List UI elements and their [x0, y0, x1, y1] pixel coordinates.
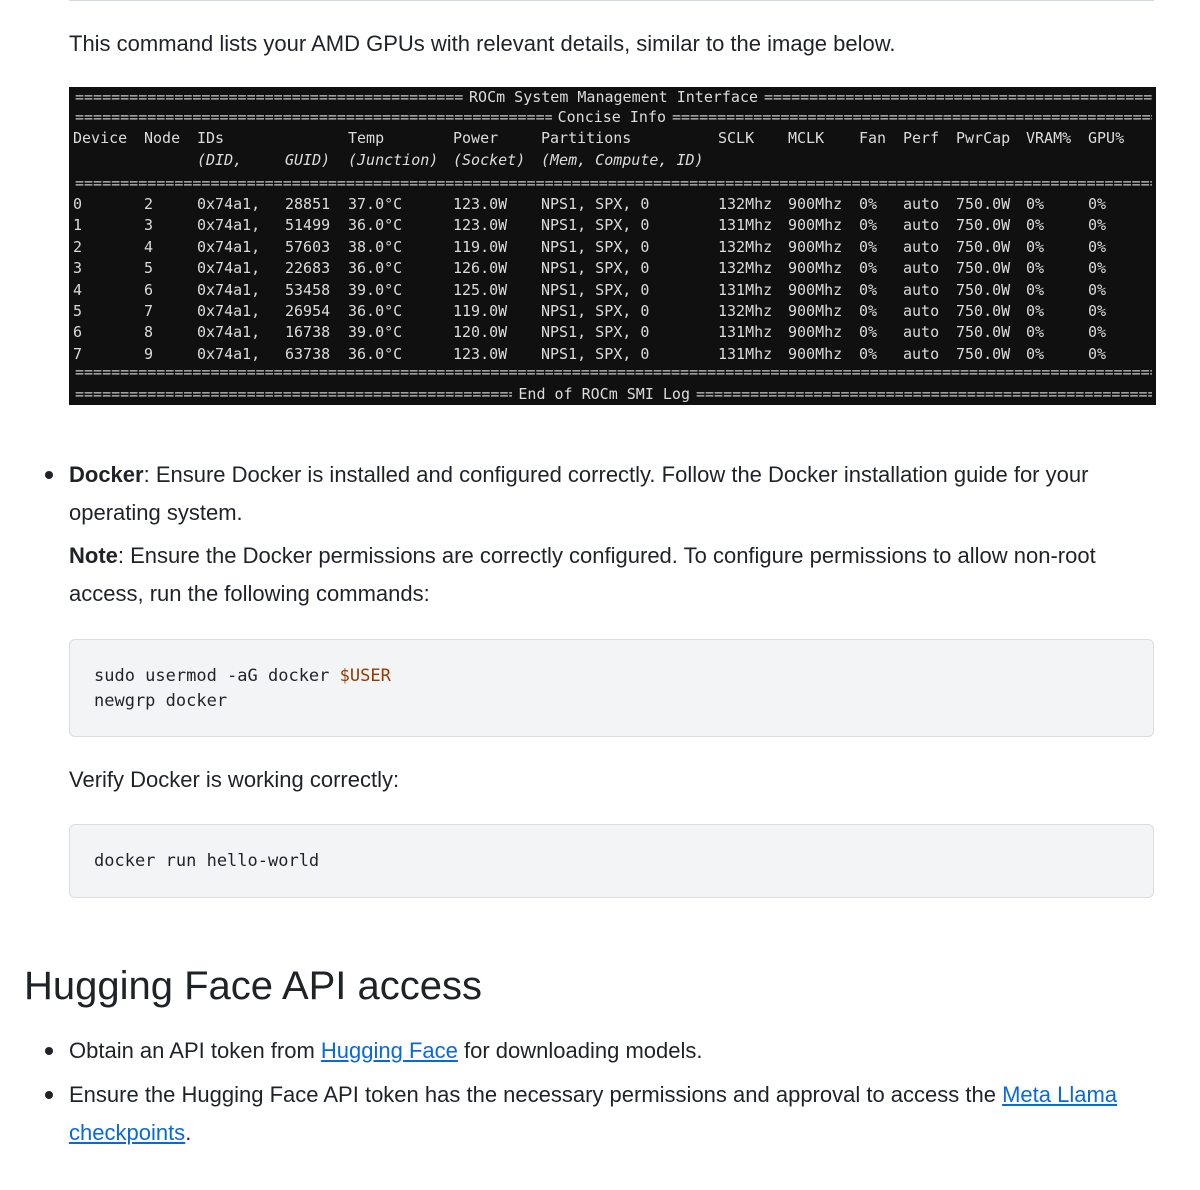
header-ids: IDs: [197, 129, 225, 147]
subheader-guid: GUID): [285, 151, 331, 169]
terminal-subheader-row: [69, 150, 1156, 171]
note-paragraph: [69, 537, 1149, 613]
docker-list: [0, 456, 1200, 532]
cell-vram: 0%: [1026, 195, 1045, 213]
cell-did: 0x74a1,: [197, 216, 261, 235]
cell-partitions: NPS1, SPX, 0: [541, 280, 650, 299]
cell-sclk: 132Mhz: [718, 195, 773, 213]
cell-device: 2: [73, 237, 83, 256]
cell-fan: 0%: [859, 216, 878, 235]
cell-fan: 0%: [859, 302, 878, 320]
header-fan: Fan: [859, 129, 887, 147]
bullet-icon: [45, 1047, 53, 1055]
docker-label: Docker: [69, 462, 144, 487]
cell-node: 9: [144, 344, 154, 363]
cell-partitions: NPS1, SPX, 0: [541, 259, 650, 278]
hf-list-item-permissions: [0, 1076, 1139, 1152]
cell-sclk: 132Mhz: [718, 302, 773, 320]
header-sclk: SCLK: [718, 129, 755, 147]
cell-partitions: NPS1, SPX, 0: [541, 195, 650, 213]
cell-temp: 36.0°C: [348, 216, 403, 235]
code-line-usermod: [94, 664, 1129, 689]
cell-gpu: 0%: [1088, 195, 1107, 213]
header-vram: VRAM%: [1026, 129, 1072, 147]
cell-guid: 51499: [285, 216, 331, 235]
cell-temp: 38.0°C: [348, 237, 403, 256]
cell-perf: auto: [903, 237, 940, 256]
header-node: Node: [144, 129, 181, 147]
cell-did: 0x74a1,: [197, 195, 261, 213]
cell-vram: 0%: [1026, 259, 1045, 278]
docker-list-item: [0, 456, 1139, 532]
cell-guid: 28851: [285, 195, 331, 213]
cell-fan: 0%: [859, 344, 878, 363]
cell-mclk: 900Mhz: [788, 237, 843, 256]
header-device: Device: [73, 129, 128, 147]
terminal-sub-banner: [75, 107, 1152, 128]
cell-partitions: NPS1, SPX, 0: [541, 302, 650, 320]
terminal-subtitle: Concise Info: [557, 108, 666, 126]
cell-node: 8: [144, 323, 154, 342]
cell-power: 120.0W: [453, 323, 508, 342]
code-line-newgrp: newgrp docker: [94, 691, 228, 711]
code-user-variable: $USER: [339, 666, 391, 686]
cell-mclk: 900Mhz: [788, 259, 843, 278]
cell-sclk: 131Mhz: [718, 344, 773, 363]
cell-power: 123.0W: [453, 344, 508, 363]
gpu-row: [69, 301, 1156, 322]
cell-sclk: 131Mhz: [718, 216, 773, 235]
cell-sclk: 132Mhz: [718, 237, 773, 256]
cell-device: 4: [73, 280, 83, 299]
header-power: Power: [453, 129, 499, 147]
verify-paragraph: Verify Docker is working correctly:: [69, 767, 400, 792]
cell-guid: 53458: [285, 280, 331, 299]
cell-node: 3: [144, 216, 154, 235]
meta-llama-checkpoints-link[interactable]: Meta Llama checkpoints: [69, 1082, 1118, 1145]
cell-temp: 36.0°C: [348, 302, 403, 320]
cell-perf: auto: [903, 216, 940, 235]
hf-item2-text: Ensure the Hugging Face API token has the necessary permissions and approval to access the: [69, 1082, 1003, 1107]
hf-list-item-token: [0, 1032, 1139, 1070]
header-pwrcap: PwrCap: [956, 129, 1011, 147]
subheader-partitions: (Mem, Compute, ID): [541, 151, 704, 169]
cell-device: 6: [73, 323, 83, 342]
cell-did: 0x74a1,: [197, 237, 261, 256]
cell-mclk: 900Mhz: [788, 216, 843, 235]
terminal-separator: [75, 173, 1152, 194]
terminal-separator-bottom: [75, 362, 1152, 383]
cell-gpu: 0%: [1088, 280, 1107, 299]
header-perf: Perf: [903, 129, 940, 147]
cell-device: 0: [73, 195, 83, 213]
gpu-row: [69, 280, 1156, 301]
cell-power: 126.0W: [453, 259, 508, 278]
cell-power: 125.0W: [453, 280, 508, 299]
cell-pwrcap: 750.0W: [956, 195, 1011, 213]
cell-fan: 0%: [859, 259, 878, 278]
cell-guid: 57603: [285, 237, 331, 256]
terminal-footer-banner: [75, 384, 1152, 405]
cell-temp: 36.0°C: [348, 344, 403, 363]
subheader-did: (DID,: [197, 151, 243, 169]
cell-pwrcap: 750.0W: [956, 302, 1011, 320]
cell-pwrcap: 750.0W: [956, 237, 1011, 256]
gpu-row: [69, 237, 1156, 258]
cell-did: 0x74a1,: [197, 323, 261, 342]
cell-partitions: NPS1, SPX, 0: [541, 237, 650, 256]
header-mclk: MCLK: [788, 129, 825, 147]
cell-did: 0x74a1,: [197, 302, 261, 320]
cell-mclk: 900Mhz: [788, 195, 843, 213]
cell-node: 4: [144, 237, 154, 256]
cell-gpu: 0%: [1088, 323, 1107, 342]
cell-sclk: 131Mhz: [718, 280, 773, 299]
cell-power: 119.0W: [453, 302, 508, 320]
terminal-header-row: [69, 128, 1156, 149]
terminal-title-banner: [75, 87, 1152, 108]
cell-power: 123.0W: [453, 195, 508, 213]
cell-vram: 0%: [1026, 216, 1045, 235]
cell-node: 6: [144, 280, 154, 299]
subheader-junction: (Junction): [348, 151, 439, 169]
cell-gpu: 0%: [1088, 302, 1107, 320]
cell-gpu: 0%: [1088, 344, 1107, 363]
cell-partitions: NPS1, SPX, 0: [541, 344, 650, 363]
cell-device: 7: [73, 344, 83, 363]
cell-perf: auto: [903, 259, 940, 278]
cell-power: 119.0W: [453, 237, 508, 256]
cell-did: 0x74a1,: [197, 344, 261, 363]
intro-paragraph: This command lists your AMD GPUs with relevant details, similar to the image below.: [69, 31, 896, 56]
bullet-icon: [45, 471, 53, 479]
subheader-socket: (Socket): [453, 151, 526, 169]
cell-perf: auto: [903, 302, 940, 320]
header-temp: Temp: [348, 129, 385, 147]
cell-device: 1: [73, 216, 83, 235]
cell-did: 0x74a1,: [197, 259, 261, 278]
bullet-icon: [45, 1091, 53, 1099]
cell-gpu: 0%: [1088, 216, 1107, 235]
cell-mclk: 900Mhz: [788, 302, 843, 320]
cell-perf: auto: [903, 195, 940, 213]
cell-mclk: 900Mhz: [788, 280, 843, 299]
cell-pwrcap: 750.0W: [956, 344, 1011, 363]
permissions-code-block[interactable]: [69, 639, 1154, 737]
cell-temp: 36.0°C: [348, 259, 403, 278]
cell-fan: 0%: [859, 195, 878, 213]
cell-perf: auto: [903, 280, 940, 299]
cell-partitions: NPS1, SPX, 0: [541, 323, 650, 342]
cell-pwrcap: 750.0W: [956, 259, 1011, 278]
cell-node: 5: [144, 259, 154, 278]
cell-mclk: 900Mhz: [788, 344, 843, 363]
cell-temp: 39.0°C: [348, 280, 403, 299]
cell-perf: auto: [903, 344, 940, 363]
cell-device: 5: [73, 302, 83, 320]
terminal-title: ROCm System Management Interface: [469, 88, 758, 106]
hugging-face-link[interactable]: Hugging Face: [320, 1038, 458, 1063]
hf-item2-suffix: .: [185, 1120, 192, 1145]
cell-vram: 0%: [1026, 344, 1045, 363]
cell-sclk: 131Mhz: [718, 323, 773, 342]
note-label: Note: [69, 543, 118, 568]
docker-text: : Ensure Docker is installed and configured correctly. Follow the Docker installation guide for your operating system.: [69, 462, 1089, 525]
header-partitions: Partitions: [541, 129, 632, 147]
hf-item1-suffix: for downloading models.: [457, 1038, 703, 1063]
cell-fan: 0%: [859, 280, 878, 299]
cell-temp: 39.0°C: [348, 323, 403, 342]
cell-vram: 0%: [1026, 237, 1045, 256]
hugging-face-heading: Hugging Face API access: [24, 964, 483, 1008]
cell-vram: 0%: [1026, 302, 1045, 320]
cell-fan: 0%: [859, 323, 878, 342]
terminal-footer: End of ROCm SMI Log: [518, 385, 690, 403]
cell-guid: 16738: [285, 323, 331, 342]
cell-node: 2: [144, 195, 154, 213]
cell-gpu: 0%: [1088, 237, 1107, 256]
cell-power: 123.0W: [453, 216, 508, 235]
cell-node: 7: [144, 302, 154, 320]
cell-guid: 22683: [285, 259, 331, 278]
gpu-row: [69, 194, 1156, 215]
cell-perf: auto: [903, 323, 940, 342]
cell-guid: 26954: [285, 302, 331, 320]
gpu-row: [69, 258, 1156, 279]
cell-pwrcap: 750.0W: [956, 323, 1011, 342]
gpu-row: [69, 215, 1156, 236]
cell-partitions: NPS1, SPX, 0: [541, 216, 650, 235]
rocm-smi-screenshot: [69, 87, 1156, 405]
header-gpu: GPU%: [1088, 129, 1125, 147]
hf-item1-text: Obtain an API token from: [69, 1038, 321, 1063]
note-text: : Ensure the Docker permissions are correctly configured. To configure permissions to allow non-root access, run the following commands:: [69, 543, 1096, 606]
verify-code-block[interactable]: [69, 824, 1154, 898]
code-usermod-cmd: sudo usermod -aG docker: [94, 666, 340, 686]
cell-vram: 0%: [1026, 280, 1045, 299]
hugging-face-list: [0, 1032, 1200, 1152]
cell-mclk: 900Mhz: [788, 323, 843, 342]
cell-gpu: 0%: [1088, 259, 1107, 278]
cell-guid: 63738: [285, 344, 331, 363]
cell-temp: 37.0°C: [348, 195, 403, 213]
cell-fan: 0%: [859, 237, 878, 256]
cell-pwrcap: 750.0W: [956, 280, 1011, 299]
gpu-row: [69, 322, 1156, 343]
cell-vram: 0%: [1026, 323, 1045, 342]
cell-sclk: 132Mhz: [718, 259, 773, 278]
cell-device: 3: [73, 259, 83, 278]
top-divider: [69, 0, 1154, 1]
cell-pwrcap: 750.0W: [956, 216, 1011, 235]
code-line-hello-world: docker run hello-world: [94, 851, 320, 871]
cell-did: 0x74a1,: [197, 280, 261, 299]
